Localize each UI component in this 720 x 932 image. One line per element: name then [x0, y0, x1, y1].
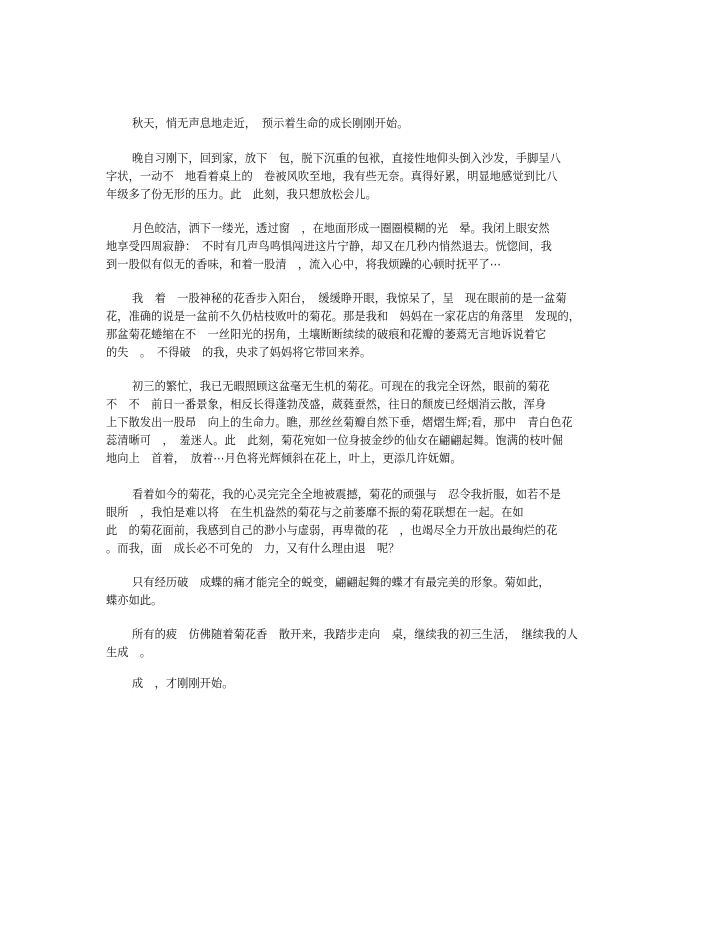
- paragraph-5-line-2: 不 不 前日一番景象，相反长得蓬勃茂盛，葳蕤蚕然，往日的颓废已经烟消云散，浑身: [106, 398, 547, 411]
- paragraph-4-line-1: 我 着 一股神秘的花香步入阳台， 缓缓睁开眼，我惊呆了，呈 现在眼前的是一盆菊: [132, 292, 567, 305]
- paragraph-6-line-4: 。而我，面 成长必不可免的 力，又有什么理由退 呢？: [106, 542, 400, 555]
- paragraph-7-line-1: 只有经历破 成蝶的痛才能完全的蜕变，翩翩起舞的蝶才有最完美的形象。菊如此，: [132, 576, 550, 589]
- paragraph-5-line-5: 地向上 首着， 放着⋯月色将光辉倾斜在花上，叶上，更添几许妩媚。: [106, 452, 462, 465]
- paragraph-5-line-3: 上下散发出一股昂 向上的生命力。瞧，那丝丝菊瓣自然下垂，熠熠生辉;看，那中 青白色花: [106, 416, 573, 429]
- paragraph-2-line-2: 字状，一动不 地看着桌上的 卷被风吹至地，我有些无奈。真得好累，明显地感觉到比八: [106, 170, 558, 183]
- paragraph-6-line-3: 此 的菊花面前，我感到自己的渺小与虚弱，再卑微的花 ，也竭尽全力开放出最绚烂的花: [106, 524, 558, 537]
- paragraph-6-line-1: 看着如今的菊花，我的心灵完完全全地被震撼，菊花的顽强与 忍令我折服，如若不是: [132, 488, 561, 501]
- paragraph-3-line-1: 月色皎洁，洒下一缕光，透过窗 ，在地面形成一圈圈模糊的光 晕。我闭上眼安然: [132, 222, 550, 235]
- paragraph-2-line-1: 晚自习刚下，回到家，放下 包，脱下沉重的包袱，直接性地仰头倒入沙发，手脚呈八: [132, 152, 561, 165]
- paragraph-4-line-4: 的失 。 不得破 的我，央求了妈妈将它带回来养。: [106, 346, 372, 359]
- paragraph-9-line-1: 成 ，才刚刚开始。: [132, 677, 234, 690]
- paragraph-4-line-3: 那盆菊花蜷缩在不 一丝阳光的拐角，土壤断断续续的破痕和花瓣的萎蔫无言地诉说着它: [106, 328, 547, 341]
- paragraph-7-line-2: 蝶亦如此。: [106, 594, 163, 607]
- paragraph-8-line-1: 所有的疲 仿佛随着菊花香 散开来，我踏步走向 桌，继续我的初三生活， 继续我的人: [132, 628, 578, 641]
- paragraph-5-line-4: 蕊清晰可 ， 羞迷人。此 此刻，菊花宛如一位身披金纱的仙女在翩翩起舞。饱满的枝叶倔: [106, 434, 564, 447]
- paragraph-5-line-1: 初三的繁忙，我已无暇照顾这盆毫无生机的菊花。可现在的我完全讶然，眼前的菊花: [132, 380, 550, 393]
- paragraph-1-line-1: 秋天，悄无声息地走近， 预示着生命的成长刚刚开始。: [132, 117, 409, 130]
- paragraph-2-line-3: 年级多了份无形的压力。此 此刻，我只想放松会儿。: [106, 188, 377, 201]
- paragraph-3-line-2: 地享受四周寂静： 不时有几声鸟鸣惧闯进这片宁静，却又在几秒内悄然退去。恍惚间，我: [106, 240, 552, 253]
- paragraph-8-line-2: 生成 。: [106, 646, 152, 659]
- paragraph-4-line-2: 花，准确的说是一盆前不久仍枯枝败叶的菊花。那是我和 妈妈在一家花店的角落里 发现的，: [106, 310, 581, 323]
- paragraph-6-line-2: 眼所 ，我怕是难以将 在生机盎然的菊花与之前萎靡不振的菊花联想在一起。在如: [106, 506, 524, 519]
- paragraph-3-line-3: 到一股似有似无的香味，和着一股清 ，流入心中，将我烦躁的心顿时抚平了⋯: [106, 258, 502, 271]
